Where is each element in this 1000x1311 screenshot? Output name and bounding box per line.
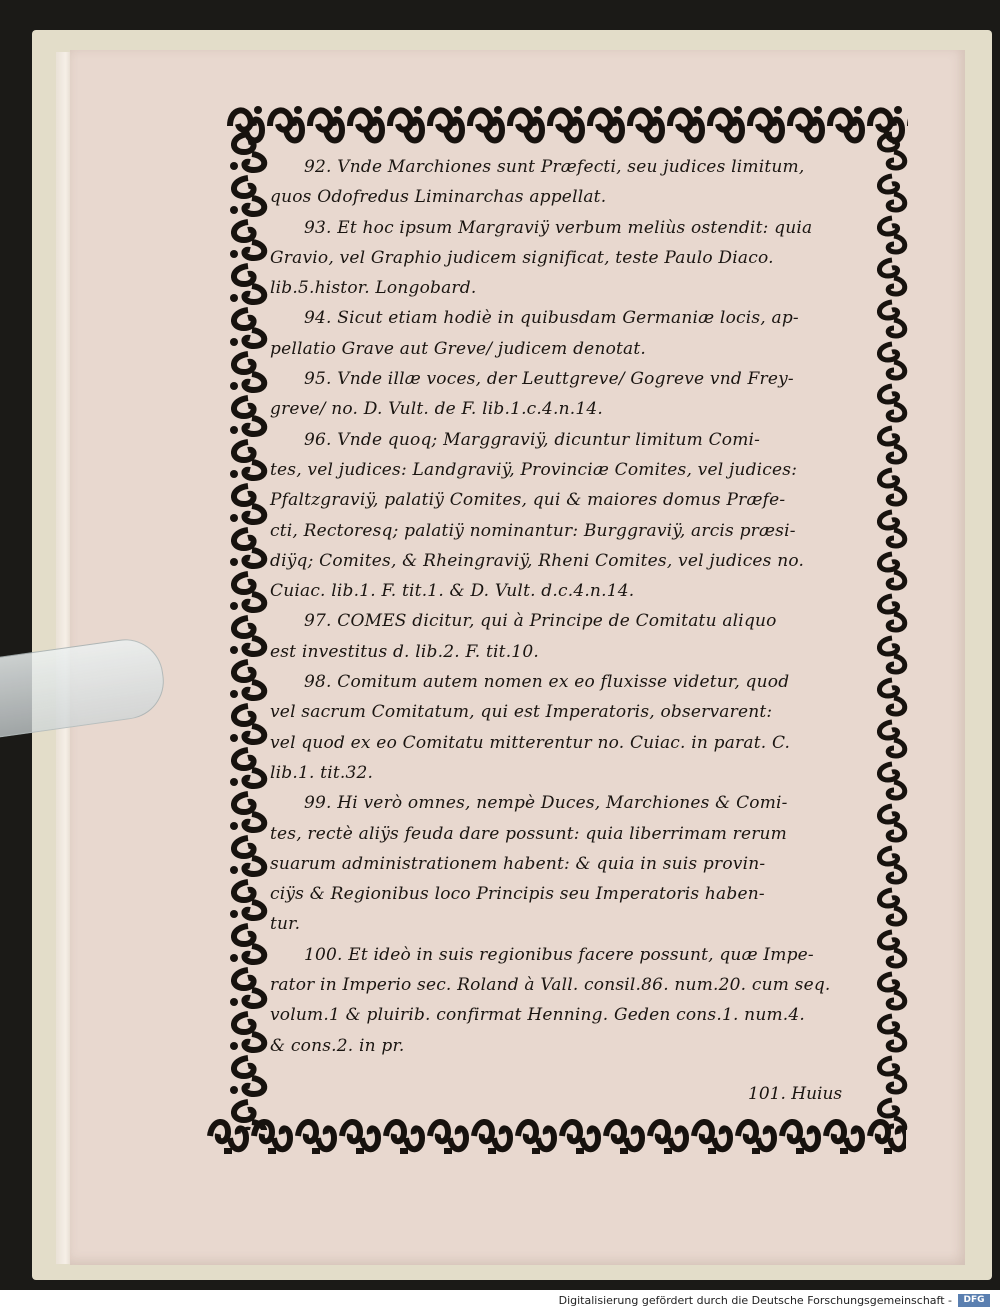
text-line: 95. Vnde illæ voces, der Leuttgreve/ Gogreve vnd Frey- [304,369,794,390]
dfg-logo-icon: DFG [958,1294,990,1307]
text-line: pellatio Grave aut Greve/ judicem denotat. [270,338,647,359]
text-line: diÿq; Comites, & Rheingraviÿ, Rheni Comites, vel judices no. [270,550,805,571]
text-line: vel sacrum Comitatum, qui est Imperatoris, observarent: [270,702,773,723]
ornament-border-bottom [206,1112,906,1158]
text-line: & cons.2. in pr. [270,1035,405,1056]
document-text [270,152,882,1061]
text-line: 92. Vnde Marchiones sunt Præfecti, seu judices limitum, [304,157,805,177]
text-line: 100. Et ideò in suis regionibus facere possunt, quæ Impe- [304,944,814,965]
text-line: est investitus d. lib.2. F. tit.10. [270,641,539,662]
text-line: volum.1 & pluirib. confirmat Henning. Geden cons.1. num.4. [270,1005,806,1026]
text-line: 99. Hi verò omnes, nempè Duces, Marchiones & Comi- [304,793,788,814]
ornament-border-left [226,130,272,1130]
text-line: suarum administrationem habent: & quia in suis provin- [270,853,766,874]
text-line: quos Odofredus Liminarchas appellat. [270,187,607,208]
footer-credit: Digitalisierung gefördert durch die Deutsche Forschungsgemeinschaft - [558,1294,952,1307]
text-line: Gravio, vel Graphio judicem significat, teste Paulo Diaco. [270,247,774,268]
text-line: Pfaltzgraviÿ, palatiÿ Comites, qui & maiores domus Præfe- [270,490,786,511]
text-line: 93. Et hoc ipsum Margraviÿ verbum meliùs ostendit: quia [304,217,813,238]
text-line: tur. [270,914,301,935]
catchword: 101. Huius [748,1084,843,1104]
text-line: rator in Imperio sec. Roland à Vall. consil.86. num.20. cum seq. [270,975,831,996]
text-line: 96. Vnde quoq; Marggraviÿ, dicuntur limitum Comi- [304,429,761,450]
text-line: cti, Rectoresq; palatiÿ nominantur: Burggraviÿ, arcis præsi- [270,520,796,541]
text-line: tes, vel judices: Landgraviÿ, Provinciæ Comites, vel judices: [270,459,798,480]
text-line: 94. Sicut etiam hodiè in quibusdam Germaniæ locis, ap- [304,308,799,329]
text-line: ciÿs & Regionibus loco Principis seu Imperatoris haben- [270,884,765,905]
ornament-border-top [226,100,908,152]
text-line: tes, rectè aliÿs feuda dare possunt: quia liberrimam rerum [270,823,788,844]
text-line: 97. COMES dicitur, qui à Principe de Comitatu aliquo [304,611,777,632]
text-line: lib.5.histor. Longobard. [270,278,477,299]
text-line: vel quod ex eo Comitatu mitterentur no. Cuiac. in parat. C. [270,732,791,753]
text-line: greve/ no. D. Vult. de F. lib.1.c.4.n.14. [270,399,604,420]
text-line: Cuiac. lib.1. F. tit.1. & D. Vult. d.c.4.n.14. [270,581,635,602]
text-line: lib.1. tit.32. [270,762,374,783]
text-line: 98. Comitum autem nomen ex eo fluxisse videtur, quod [304,672,790,693]
